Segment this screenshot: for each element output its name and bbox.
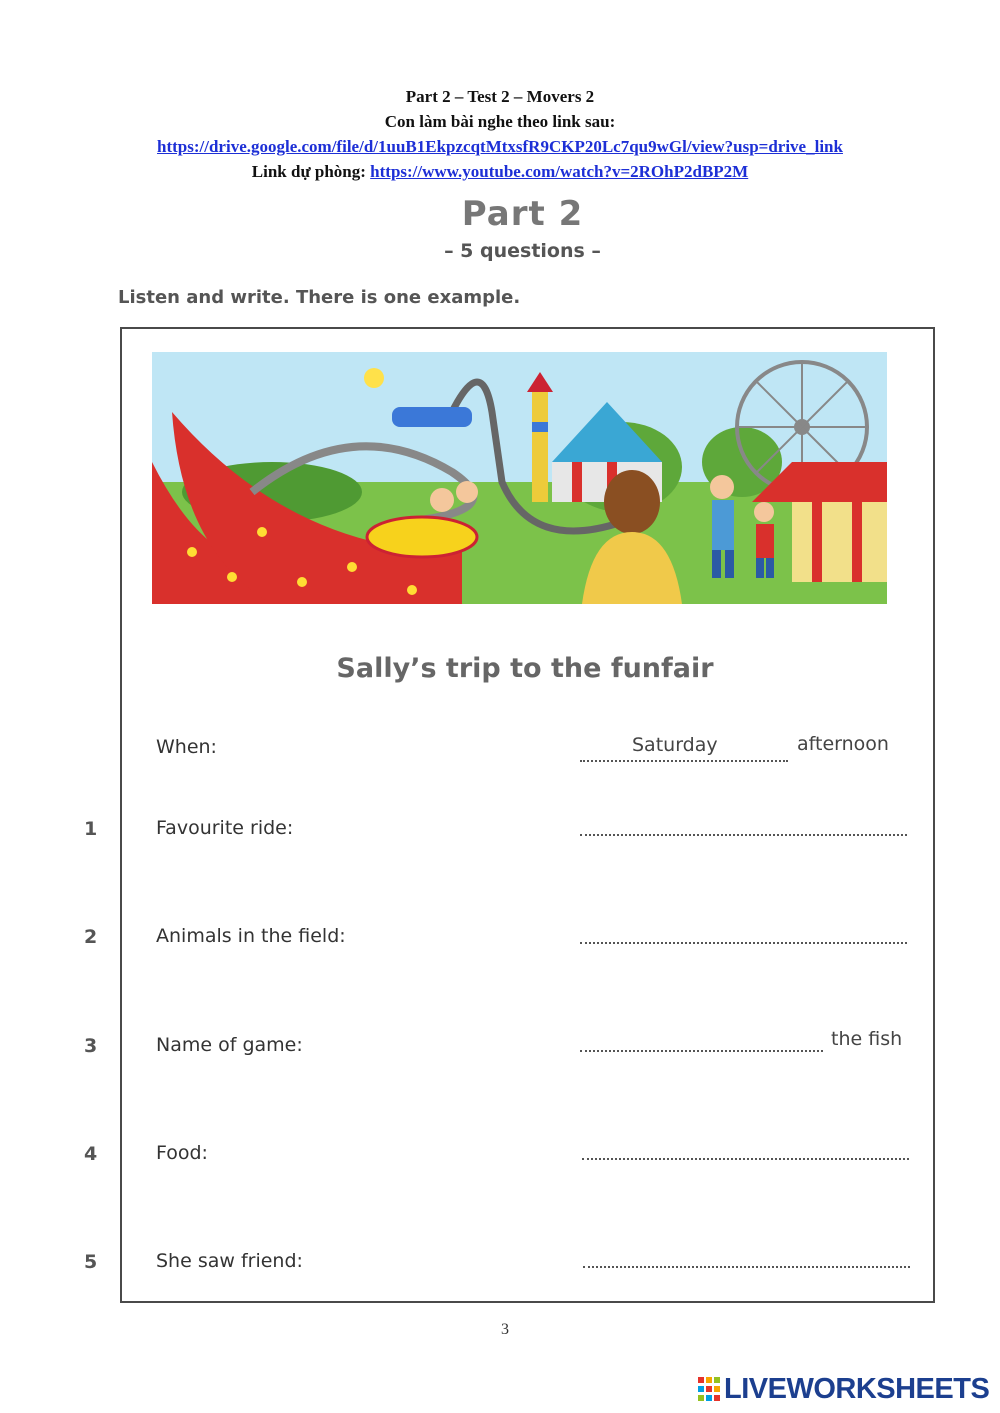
question-suffix: the fish xyxy=(831,1028,903,1050)
answer-input-5[interactable] xyxy=(583,1266,910,1268)
liveworksheets-logo xyxy=(698,1373,989,1406)
document-header xyxy=(0,84,1000,184)
question-label: Name of game: xyxy=(156,1034,303,1056)
question-label: She saw friend: xyxy=(156,1250,303,1272)
backup-label: Link dự phòng: xyxy=(251,162,366,181)
example-suffix: afternoon xyxy=(797,733,889,755)
example-answer-line xyxy=(580,760,788,762)
answer-input-2[interactable] xyxy=(580,942,907,944)
question-number: 3 xyxy=(84,1035,98,1057)
answer-input-1[interactable] xyxy=(580,834,907,836)
question-number: 5 xyxy=(84,1251,98,1273)
question-label: Food: xyxy=(156,1142,208,1164)
answer-input-4[interactable] xyxy=(582,1158,909,1160)
question-number: 4 xyxy=(84,1143,98,1165)
question-label: Favourite ride: xyxy=(156,817,294,839)
header-title: Part 2 – Test 2 – Movers 2 xyxy=(405,87,595,106)
backup-link[interactable]: https://www.youtube.com/watch?v=2ROhP2dBP2M xyxy=(370,162,749,181)
question-number: 2 xyxy=(84,926,98,948)
header-instruction: Con làm bài nghe theo link sau: xyxy=(384,112,616,131)
worksheet-title: Sally’s trip to the funfair xyxy=(336,653,714,684)
question-number: 1 xyxy=(84,818,98,840)
page-number: 3 xyxy=(501,1321,509,1338)
example-label: When: xyxy=(156,736,217,758)
part-title: Part 2 xyxy=(461,194,584,234)
part-subtitle: – 5 questions – xyxy=(444,240,601,262)
instruction-text: Listen and write. There is one example. xyxy=(118,287,521,308)
funfair-scene-icon xyxy=(152,352,887,604)
question-label: Animals in the field: xyxy=(156,925,346,947)
example-answer: Saturday xyxy=(632,734,718,756)
answer-input-3[interactable] xyxy=(580,1050,823,1052)
funfair-illustration xyxy=(152,352,887,604)
liveworksheets-icon xyxy=(698,1377,720,1401)
brand-name: LIVEWORKSHEETS xyxy=(724,1373,990,1405)
audio-link[interactable]: https://drive.google.com/file/d/1uuB1EkpzcqtMtxsfR9CKP20Lc7qu9wGl/view?usp=drive_link xyxy=(157,137,843,156)
